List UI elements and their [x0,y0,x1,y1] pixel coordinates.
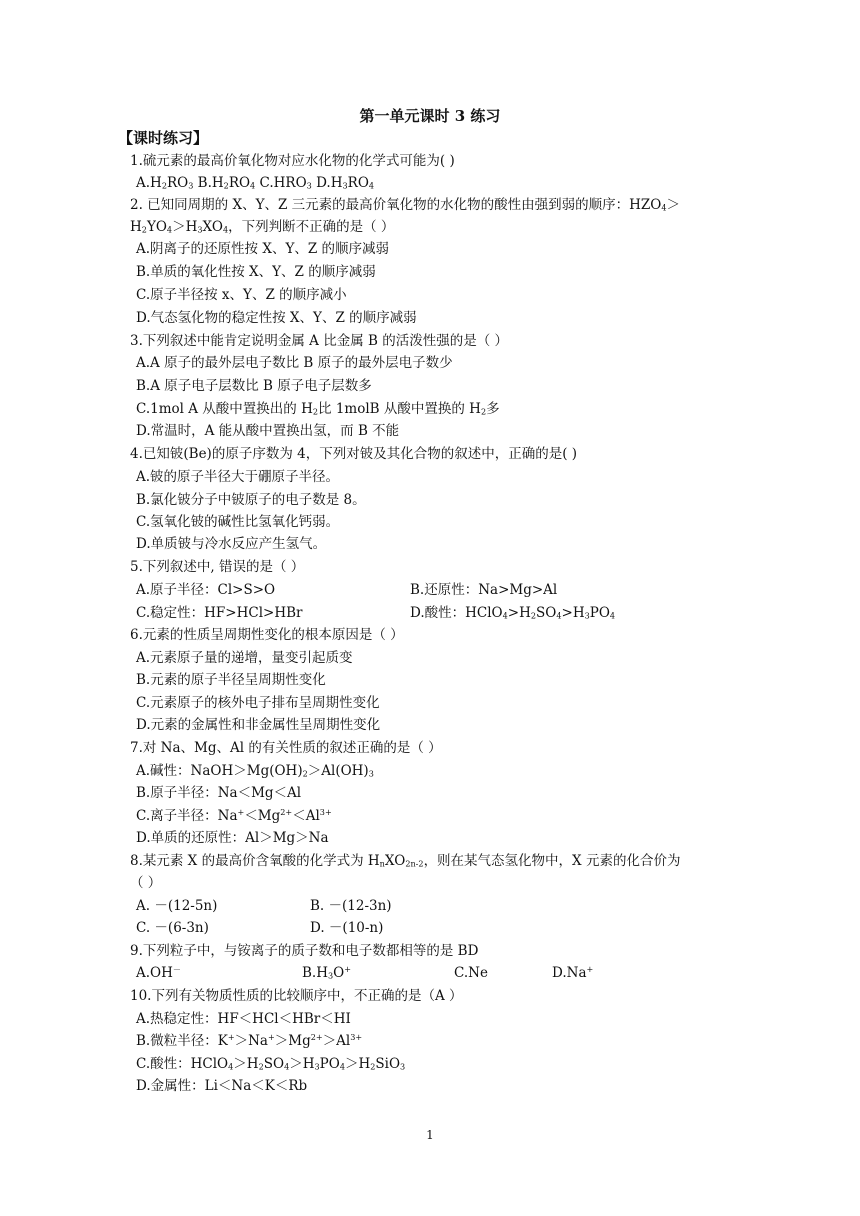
superscript: 3+ [350,1032,363,1043]
question-4-option-b [136,489,366,511]
subscript: 4 [661,202,667,213]
text-run: RO [347,175,369,191]
text-run: 10.下列有关物质性质的比较顺序中，不正确的是（A ） [130,988,463,1004]
text-run: B.单质的氧化性按 X、Y、Z 的顺序减弱 [136,264,376,280]
question-3-option-b [136,375,372,397]
question-7 [130,737,442,759]
text-run: A.元素原子量的递增，量变引起质变 [136,650,353,666]
question-10-option-a [136,1008,351,1030]
option-column [136,917,209,939]
text-run: PO [319,1056,340,1072]
text-run: 多 [486,401,500,417]
text-run: ，则在某气态氢化物中，X 元素的化合价为 [423,853,681,869]
subscript: 4 [339,1061,345,1072]
question-7-option-d [136,827,329,849]
text-run: ＞H [344,1056,371,1072]
text-run: >H [507,605,531,621]
question-7-option-a [136,760,374,782]
subscript: 2 [530,610,537,621]
question-3-option-c [136,398,500,420]
question-10-option-c [136,1053,405,1075]
text-run: ＞H [233,1056,259,1072]
question-2-cont [130,216,394,238]
page-title: 第一单元课时 3 练习 [359,107,501,125]
question-7-option-b [136,782,301,804]
subscript: 3 [584,610,590,621]
question-2-option-a [136,238,389,260]
subscript: 4 [228,1061,234,1072]
text-run: 3.下列叙述中能肯定说明金属 A 比金属 B 的活泼性强的是（ ） [130,333,509,349]
question-8 [130,850,680,872]
question-3-option-d [136,420,399,442]
question-3 [130,330,508,352]
text-run: A.H [136,175,162,191]
text-run: D.金属性：Li＜Na＜K＜Rb [136,1078,308,1094]
question-5 [130,556,304,578]
question-2-option-b [136,261,376,283]
question-4-option-a [136,466,339,488]
text-run: B.元素的原子半径呈周期性变化 [136,672,326,688]
text-run: 7.对 Na、Mg、Al 的有关性质的叙述正确的是（ ） [130,740,442,756]
text-run: >H [561,605,585,621]
text-run: C.离子半径：Na [136,808,238,824]
subscript: 4 [222,224,229,235]
option-column [136,895,217,917]
text-run: ，下列判断不正确的是（ ） [228,219,395,235]
question-4-option-d [136,533,326,555]
option-column [310,895,392,917]
question-9 [130,940,478,962]
text-run: C.HRO [255,175,307,191]
subscript: 2 [370,1061,376,1072]
text-run: XO [384,853,406,869]
question-6-option-d [136,714,380,736]
question-6 [130,624,404,646]
question-6-option-b [136,669,326,691]
text-run: ＞Al(OH) [307,763,369,779]
text-run: D.H [311,175,343,191]
text-run: ＞Na [234,1033,268,1049]
question-8-cont [130,872,161,894]
superscript: + [267,1032,275,1043]
subscript: 3 [306,180,312,191]
option-column [552,962,593,984]
text-run: B.氯化铍分子中铍原子的电子数是 8。 [136,492,366,508]
text-run: D.Na [552,965,587,981]
text-run: C. －(6-3n) [136,920,209,936]
question-2-option-c [136,284,347,306]
subscript: 2 [258,1061,264,1072]
question-3-option-a [136,352,453,374]
text-run: （ ） [130,875,162,891]
text-run: ＞Al [322,1033,351,1049]
text-run: B.H [302,965,328,981]
text-run: A.铍的原子半径大于硼原子半径。 [136,469,340,485]
question-10-option-d [136,1075,307,1097]
text-run: D.单质的还原性：Al＞Mg＞Na [136,830,329,846]
text-run: YO [146,219,167,235]
text-run: RO [166,175,189,191]
question-4-option-c [136,511,339,533]
superscript: － [172,964,181,975]
subscript: 4 [502,610,508,621]
subscript: 2 [223,180,229,191]
question-10-option-b [136,1030,362,1052]
text-run: SO [263,1056,285,1072]
subscript: 3 [342,180,348,191]
question-6-option-a [136,647,353,669]
subscript: 2 [302,768,308,779]
text-run: A.碱性：NaOH＞Mg(OH) [136,763,303,779]
text-run: C.氢氧化铍的碱性比氢氧化钙弱。 [136,514,340,530]
question-10 [130,985,463,1007]
text-run: B.A 原子电子层数比 B 原子电子层数多 [136,378,372,394]
text-run: A.阴离子的还原性按 X、Y、Z 的顺序减弱 [136,241,390,257]
subscript: 2 [480,406,487,417]
question-4 [130,443,577,465]
text-run: 1.硫元素的最高价氧化物对应水化物的化学式可能为( ) [130,153,455,169]
option-column [136,602,302,624]
text-run: C.稳定性：HF>HCl>HBr [136,605,303,621]
text-run: ＜Al [292,808,320,824]
subscript: 4 [166,224,173,235]
option-column [410,602,615,624]
text-run: XO [202,219,223,235]
subscript: 3 [328,970,334,981]
text-run: H [130,219,142,235]
text-run: D.元素的金属性和非金属性呈周期性变化 [136,717,381,733]
text-run: C.元素原子的核外电子排布呈周期性变化 [136,695,380,711]
question-1 [130,150,455,172]
text-run: 比 1molB 从酸中置换的 H [318,401,481,417]
superscript: + [227,1032,235,1043]
option-column [136,962,181,984]
text-run: B.原子半径：Na＜Mg＜Al [136,785,302,801]
superscript: + [237,807,245,818]
subscript: 2 [312,406,319,417]
subscript: 3 [188,180,194,191]
text-run: A.原子半径：Cl>S>O [136,582,276,598]
text-run: D.酸性：HClO [410,605,503,621]
subscript: 3 [197,224,203,235]
text-run: ＞ [666,197,681,213]
text-run: D. －(10-n) [310,920,384,936]
question-6-option-c [136,692,380,714]
subscript: 2n-2 [405,858,424,869]
text-run: 6.元素的性质呈周期性变化的根本原因是（ ） [130,627,404,643]
subscript: 3 [314,1061,320,1072]
text-run: C.Ne [454,965,488,981]
superscript: + [344,964,352,975]
text-run: O [333,965,345,981]
text-run: C.1mol A 从酸中置换出的 H [136,401,313,417]
text-run: B.还原性：Na>Mg>Al [410,582,558,598]
text-run: PO [589,605,610,621]
text-run: 8.某元素 X 的最高价含氧酸的化学式为 H [130,853,380,869]
text-run: C.酸性：HClO [136,1056,229,1072]
subscript: 4 [609,610,616,621]
question-7-option-c [136,805,332,827]
text-run: B.微粒半径：K [136,1033,228,1049]
option-column [454,962,488,984]
text-run: B.H [193,175,224,191]
option-column [136,579,275,601]
text-run: A.A 原子的最外层电子数比 B 原子的最外层电子数少 [136,355,453,371]
text-run: D.气态氢化物的稳定性按 X、Y、Z 的顺序减弱 [136,310,417,326]
option-column [310,917,383,939]
subscript: 2 [141,224,147,235]
text-run: 2. 已知同周期的 X、Y、Z 三元素的最高价氧化物的水化物的酸性由强到弱的顺序：HZO [130,197,662,213]
text-run: SO [536,605,557,621]
question-2-option-d [136,307,417,329]
text-run: 4.已知铍(Be)的原子序数为 4，下列对铍及其化合物的叙述中，正确的是( ) [130,446,578,462]
text-run: SiO [375,1056,401,1072]
text-run: C.原子半径按 x、Y、Z 的顺序减小 [136,287,347,303]
text-run: ＞H [172,219,198,235]
superscript: + [586,964,594,975]
text-run: D.单质铍与冷水反应产生氢气。 [136,536,327,552]
question-2 [130,194,680,216]
question-1-options [136,172,374,194]
text-run: ＜Mg [244,808,281,824]
page-number: 1 [426,1128,434,1142]
text-run: 9.下列粒子中，与铵离子的质子数和电子数都相等的是 BD [130,943,479,959]
option-column [410,579,557,601]
superscript: 2+ [310,1032,323,1043]
section-header: 【课时练习】 [118,129,209,147]
subscript: 4 [556,610,562,621]
subscript: 2 [161,180,167,191]
superscript: 3+ [319,807,332,818]
text-run: A.OH [136,965,173,981]
text-run: A. －(12-5n) [136,898,218,914]
subscript: n [379,858,385,869]
subscript: 4 [368,180,375,191]
text-run: ＞Mg [274,1033,311,1049]
superscript: 2+ [280,807,293,818]
text-run: A.热稳定性：HF＜HCl＜HBr＜HI [136,1011,351,1027]
subscript: 4 [250,180,256,191]
text-run: B. －(12-3n) [310,898,392,914]
text-run: ＞H [289,1056,315,1072]
text-run: D.常温时，A 能从酸中置换出氢，而 B 不能 [136,423,400,439]
text-run: RO [228,175,251,191]
subscript: 4 [284,1061,290,1072]
subscript: 3 [368,768,374,779]
option-column [302,962,351,984]
text-run: 5.下列叙述中, 错误的是（ ） [130,559,305,575]
subscript: 3 [400,1061,406,1072]
